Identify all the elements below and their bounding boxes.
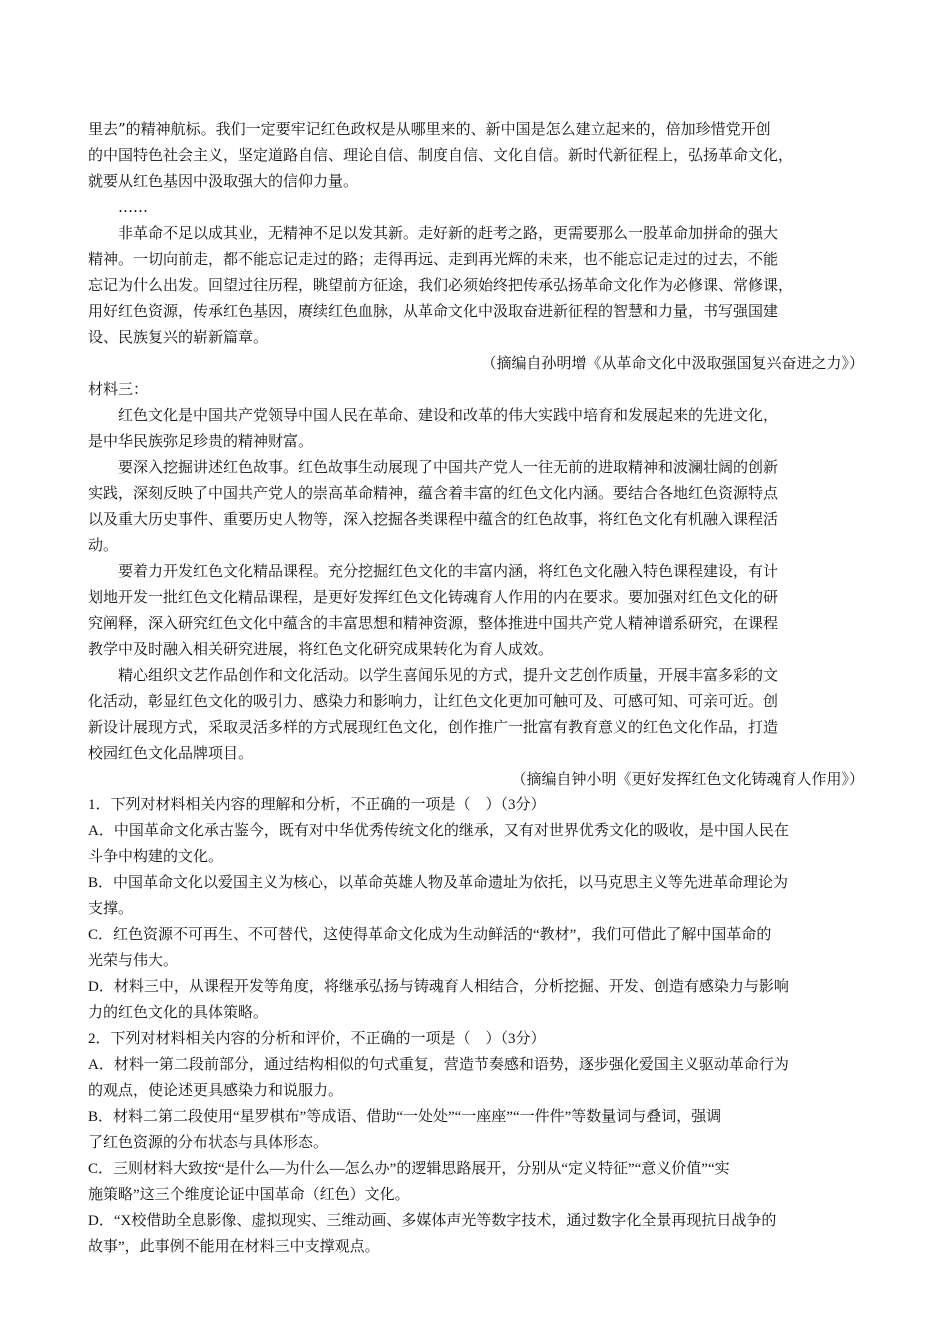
- option-d: D．材料三中，从课程开发等角度，将继承弘扬与铸魂育人相结合，分析挖掘、开发、创造有感染力与影响: [88, 979, 789, 995]
- source-citation: （摘编自孙明增《从革命文化中汲取强国复兴奋进之力》）: [481, 354, 864, 372]
- text-line: 是中华民族弥足珍贵的精神财富。: [88, 432, 314, 450]
- material2-paragraph: [88, 116, 864, 194]
- material3-heading: 材料三：: [88, 380, 149, 398]
- option-c-cont: 光荣与伟大。: [88, 953, 179, 969]
- option-b-cont: 了红色资源的分布状态与具体形态。: [88, 1135, 329, 1151]
- option-b-cont: 支撑。: [88, 901, 134, 917]
- text-line: 校园红色文化品牌项目。: [88, 744, 254, 762]
- text-line: 新设计展现方式，采取灵活多样的方式展现红色文化，创作推广一批富有教育意义的红色文化作品，打造: [88, 718, 779, 736]
- text-line: 精心组织文艺作品创作和文化活动。以学生喜闻乐见的方式，提升文艺创作质量，开展丰富多彩的文: [118, 666, 779, 684]
- text-line: 精神。一切向前走，都不能忘记走过的路；走得再远、走到再光辉的未来，也不能忘记走过的过去，不能: [88, 250, 779, 268]
- exam-page: [88, 116, 864, 1260]
- text-line: 要深入挖掘讲述红色故事。红色故事生动展现了中国共产党人一往无前的进取精神和波澜壮阔的创新: [118, 458, 779, 476]
- material3-paragraph: [88, 558, 864, 662]
- material3-paragraph: [88, 454, 864, 558]
- option-a-cont: 的观点，使论述更具感染力和说服力。: [88, 1083, 344, 1099]
- option-d-cont: 力的红色文化的具体策略。: [88, 1005, 269, 1021]
- source-citation: （摘编自钟小明《更好发挥红色文化铸魂育人作用》）: [511, 770, 864, 788]
- option-a: A．材料一第二段前部分，通过结构相似的句式重复，营造节奏感和语势，逐步强化爱国主义驱动革命行为: [88, 1057, 789, 1073]
- option-c: C．红色资源不可再生、不可替代，这使得革命文化成为生动鲜活的“教材”，我们可借此了解中国革命的: [88, 927, 772, 943]
- text-line: 红色文化是中国共产党领导中国人民在革命、建设和改革的伟大实践中培育和发展起来的先进文化，: [118, 406, 779, 424]
- text-line: 忘记为什么出发。回望过往历程，眺望前方征途，我们必须始终把传承弘扬革命文化作为必修课、常修课，: [88, 276, 794, 294]
- option-a: A．中国革命文化承古鉴今，既有对中华优秀传统文化的继承，又有对世界优秀文化的吸收，是中国人民在: [88, 823, 789, 839]
- question-2: [88, 1026, 864, 1260]
- option-d-cont: 故事”，此事例不能用在材料三中支撑观点。: [88, 1239, 380, 1255]
- question-stem: 1．下列对材料相关内容的理解和分析，不正确的一项是（ ）（3分）: [88, 797, 546, 813]
- option-c: C．三则材料大致按“是什么—为什么—怎么办”的逻辑思路展开，分别从“定义特征”“意义价值”“实: [88, 1161, 730, 1177]
- text-line: 究阐释，深入研究红色文化中蕴含的丰富思想和精神资源，整体推进中国共产党人精神谱系研究，在课程: [88, 614, 779, 632]
- text-line: 非革命不足以成其业，无精神不足以发其新。走好新的赶考之路，更需要那么一股革命加拼命的强大: [118, 224, 779, 242]
- option-b: B．材料二第二段使用“星罗棋布”等成语、借助“一处处”“一座座”“一件件”等数量词与叠词，强调: [88, 1109, 722, 1125]
- option-b: B．中国革命文化以爱国主义为核心，以革命英雄人物及革命遗址为依托，以马克思主义等先进革命理论为: [88, 875, 789, 891]
- question-stem: 2．下列对材料相关内容的分析和评价，不正确的一项是（ ）（3分）: [88, 1031, 546, 1047]
- text-line: 里去”的精神航标。我们一定要牢记红色政权是从哪里来的、新中国是怎么建立起来的，倍加珍惜党开创: [88, 120, 771, 138]
- material2-paragraph: [88, 220, 864, 350]
- text-line: 实践，深刻反映了中国共产党人的崇高革命精神，蕴含着丰富的红色文化内涵。要结合各地红色资源特点: [88, 484, 779, 502]
- material3-paragraph: [88, 402, 864, 454]
- text-line: 设、民族复兴的崭新篇章。: [88, 328, 269, 346]
- option-a-cont: 斗争中构建的文化。: [88, 849, 224, 865]
- text-line: 的中国特色社会主义，坚定道路自信、理论自信、制度自信、文化自信。新时代新征程上，弘扬革命文化，: [88, 146, 794, 164]
- text-line: 就要从红色基因中汲取强大的信仰力量。: [88, 172, 359, 190]
- material3-paragraph: [88, 662, 864, 766]
- option-d: D．“X校借助全息影像、虚拟现实、三维动画、多媒体声光等数字技术，通过数字化全景再现抗日战争的: [88, 1213, 777, 1229]
- ellipsis: ……: [118, 198, 148, 216]
- text-line: 以及重大历史事件、重要历史人物等，深入挖掘各类课程中蕴含的红色故事，将红色文化有机融入课程活: [88, 510, 779, 528]
- text-line: 要着力开发红色文化精品课程。充分挖掘红色文化的丰富内涵，将红色文化融入特色课程建设，有计: [118, 562, 779, 580]
- question-1: [88, 792, 864, 1026]
- option-c-cont: 施策略”这三个维度论证中国革命（红色）文化。: [88, 1187, 410, 1203]
- text-line: 划地开发一批红色文化精品课程，是更好发挥红色文化铸魂育人作用的内在要求。要加强对红色文化的研: [88, 588, 779, 606]
- text-line: 化活动，彰显红色文化的吸引力、感染力和影响力，让红色文化更加可触可及、可感可知、可亲可近。创: [88, 692, 779, 710]
- text-line: 用好红色资源，传承红色基因，赓续红色血脉，从革命文化中汲取奋进新征程的智慧和力量，书写强国建: [88, 302, 779, 320]
- text-line: 动。: [88, 536, 119, 554]
- text-line: 教学中及时融入相关研究进展，将红色文化研究成果转化为育人成效。: [88, 640, 554, 658]
